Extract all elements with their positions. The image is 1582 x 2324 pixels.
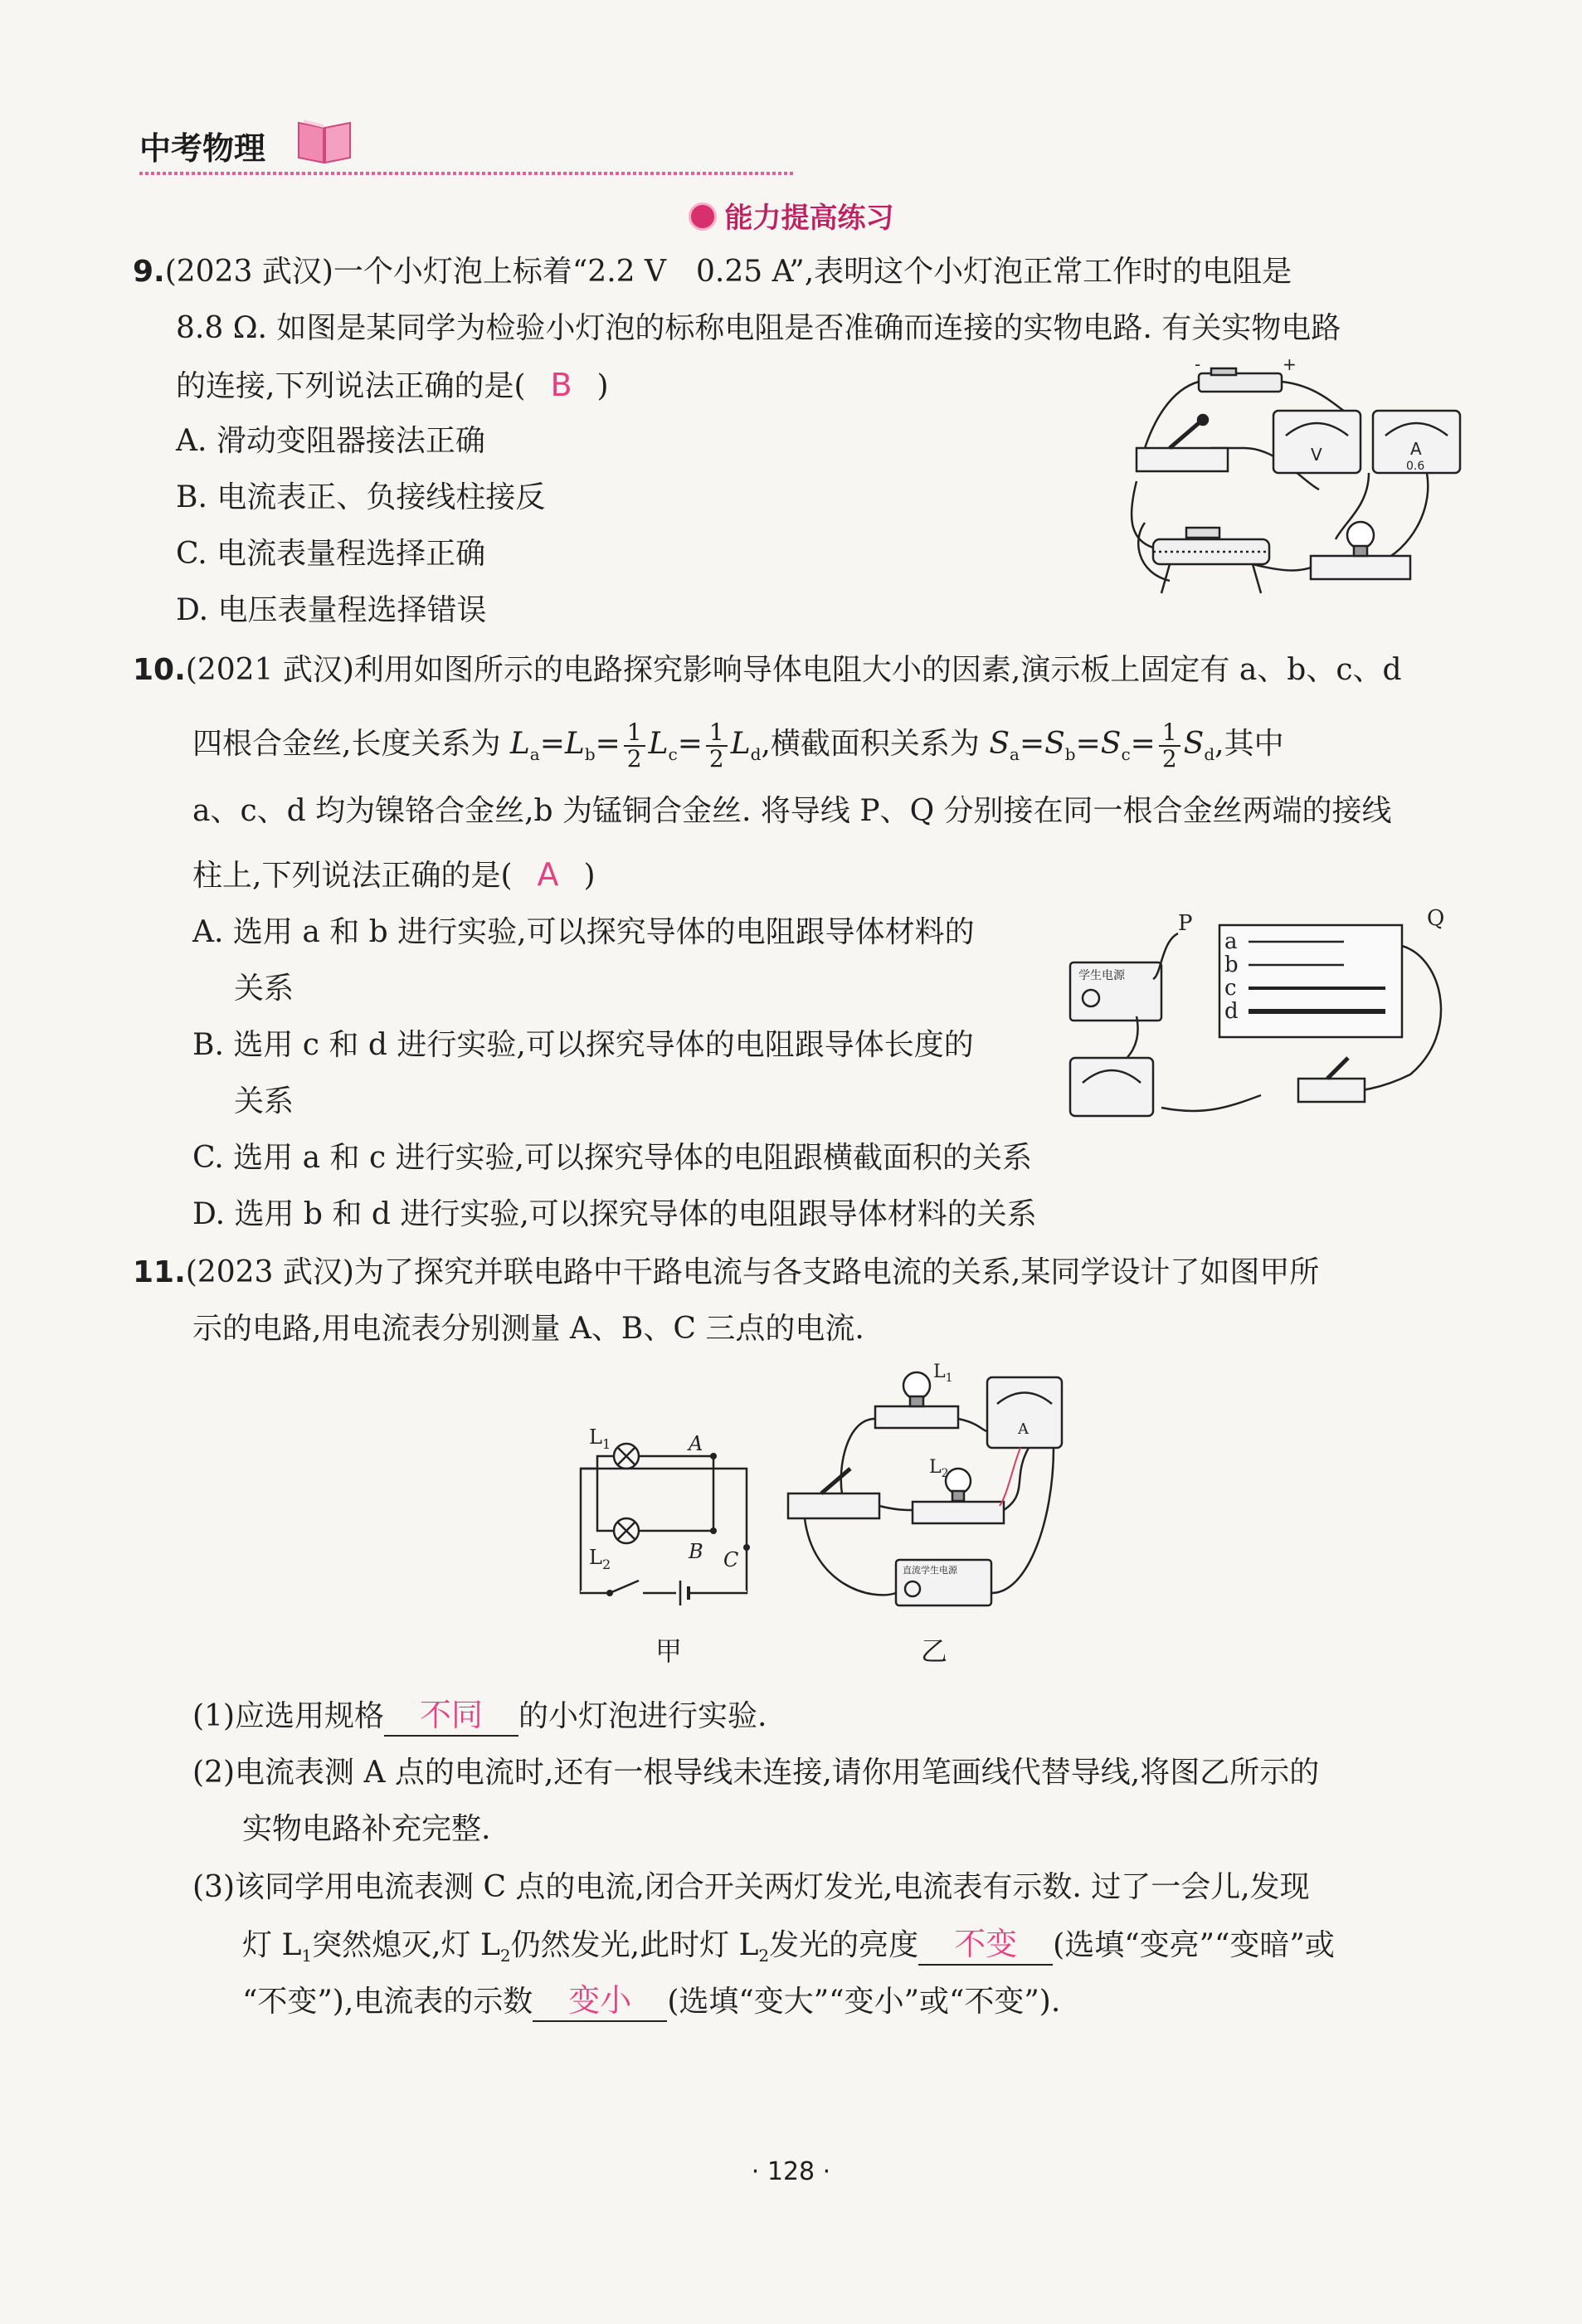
q10-line2: 四根合金丝,长度关系为 $L_a=L_b=$ $\frac{1}{2}$ $L_c=$ $\frac{1}{2}$ $L_d$,横截面积关系为 $S_a=S_b=S_c=$ $\frac{1}{2}$ $S_d$,其中 <box>192 719 1284 772</box>
fig10-supply-label: 学生电源 <box>1078 969 1125 982</box>
switch-icon <box>1298 1079 1365 1102</box>
q11-line1: 11.(2023 武汉)为了探究并联电路中干路电流与各支路电流的关系,某同学设计了如图甲所 <box>133 1255 1320 1289</box>
fig9-range-label: 0.6 <box>1406 460 1425 473</box>
header-rule <box>139 172 795 175</box>
fig10-q-label: Q <box>1427 909 1445 931</box>
q10-option-b1: B. 选用 c 和 d 进行实验,可以探究导体的电阻跟导体长度的 <box>192 1028 974 1062</box>
fig-yi-supply-label: 直流学生电源 <box>903 1565 957 1576</box>
q9-circuit-figure <box>1120 357 1468 606</box>
q10-answer: A <box>537 856 559 893</box>
q10-option-b2: 关系 <box>234 1084 294 1118</box>
q11-circuit-diagram-jia <box>564 1410 763 1610</box>
fig9-minus-label: - <box>1195 357 1201 374</box>
fig-jia-a-label: A <box>689 1432 703 1455</box>
section-dot-icon <box>689 202 717 231</box>
page-number: · 128 · <box>751 2157 831 2186</box>
fraction: $\frac{1}{2}$ <box>706 720 728 772</box>
q10-option-d: D. 选用 b 和 d 进行实验,可以探究导体的电阻跟导体材料的关系 <box>192 1197 1037 1231</box>
red-wire <box>1000 1448 1020 1506</box>
q11-answer-1: 不同 <box>419 1697 483 1733</box>
fig9-plus-label: + <box>1283 357 1297 374</box>
fig-yi-l1-label: $L_1$ <box>933 1362 953 1385</box>
fig-yi-l2-label: $L_2$ <box>929 1457 949 1480</box>
fig10-wire-d: d <box>1224 999 1239 1024</box>
q9-answer: B <box>550 367 572 403</box>
q11-part2-line1: (2)电流表测 A 点的电流时,还有一根导线未连接,请你用笔画线代替导线,将图乙所示的 <box>192 1756 1320 1790</box>
fig9-ammeter-label: A <box>1410 439 1422 459</box>
section-title: 能力提高练习 <box>0 195 1582 236</box>
q9-option-d: D. 电压表量程选择错误 <box>176 593 487 627</box>
q9-line2: 8.8 Ω. 如图是某同学为检验小灯泡的标称电阻是否准确而连接的实物电路. 有关实物电路 <box>176 311 1341 345</box>
q9-option-c: C. 电流表量程选择正确 <box>176 537 486 571</box>
fig-jia-b-label: B <box>689 1540 703 1563</box>
q9-line3: 的连接,下列说法正确的是( B ) <box>176 367 609 403</box>
q10-line3: a、c、d 均为镍铬合金丝,b 为锰铜合金丝. 将导线 P、Q 分别接在同一根合金丝两端的接线 <box>192 794 1392 828</box>
q11-part1: (1)应选用规格 不同 的小灯泡进行实验. <box>192 1697 767 1737</box>
fig-jia-l1-label: $L_1$ <box>589 1425 611 1452</box>
q11-part2-line2: 实物电路补充完整. <box>242 1812 491 1846</box>
fig9-voltmeter-label: V <box>1311 445 1322 465</box>
fig-yi-ammeter-label: A <box>1018 1420 1029 1438</box>
q9-option-a: A. 滑动变阻器接法正确 <box>176 424 485 458</box>
fraction: $\frac{1}{2}$ <box>1159 720 1180 772</box>
fig10-wire-c: c <box>1224 976 1237 1001</box>
fig10-p-label: P <box>1178 911 1193 936</box>
q11-part3-line1: (3)该同学用电流表测 C 点的电流,闭合开关两灯发光,电流表有示数. 过了一会儿,发现 <box>192 1870 1310 1904</box>
q10-option-c: C. 选用 a 和 c 进行实验,可以探究导体的电阻跟横截面积的关系 <box>192 1141 1032 1175</box>
q11-answer-2: 不变 <box>954 1926 1018 1962</box>
q11-circuit-figure-yi <box>780 1352 1078 1618</box>
caption-yi: 乙 <box>921 1635 948 1667</box>
fig10-wire-a: a <box>1224 929 1238 954</box>
q9-option-b: B. 电流表正、负接线柱接反 <box>176 480 546 514</box>
fig10-wire-b: b <box>1224 952 1239 977</box>
q11-answer-3: 变小 <box>568 1982 632 2019</box>
battery-icon <box>1199 373 1282 392</box>
header-title: 中考物理 <box>139 130 266 167</box>
caption-jia: 甲 <box>655 1635 683 1667</box>
q11-part3-line3: “不变”),电流表的示数 变小 (选填“变大”“变小”或“不变”). <box>242 1982 1060 2022</box>
q10-option-a1: A. 选用 a 和 b 进行实验,可以探究导体的电阻跟导体材料的 <box>192 915 975 949</box>
ammeter-icon <box>1070 1058 1153 1116</box>
q10-option-a2: 关系 <box>234 972 294 1006</box>
q9-line1: 9.(2023 武汉)一个小灯泡上标着“2.2 V 0.25 A”,表明这个小灯泡正常工作时的电阻是 <box>133 255 1292 289</box>
fig-jia-c-label: C <box>723 1548 739 1571</box>
q10-circuit-figure <box>1062 909 1477 1124</box>
q10-line4: 柱上,下列说法正确的是( A ) <box>192 856 596 893</box>
book-icon <box>295 114 353 164</box>
fraction: $\frac{1}{2}$ <box>624 720 645 772</box>
q10-line1: 10.(2021 武汉)利用如图所示的电路探究影响导体电阻大小的因素,演示板上固定有 a、b、c、d <box>133 653 1402 687</box>
q11-line2: 示的电路,用电流表分别测量 A、B、C 三点的电流. <box>192 1312 864 1346</box>
q11-part3-line2: 灯 $L_1$突然熄灭,灯 $L_2$仍然发光,此时灯 $L_2$发光的亮度 不变 (选填“变亮”“变暗”或 <box>242 1926 1335 1966</box>
fig-jia-l2-label: $L_2$ <box>589 1546 611 1572</box>
